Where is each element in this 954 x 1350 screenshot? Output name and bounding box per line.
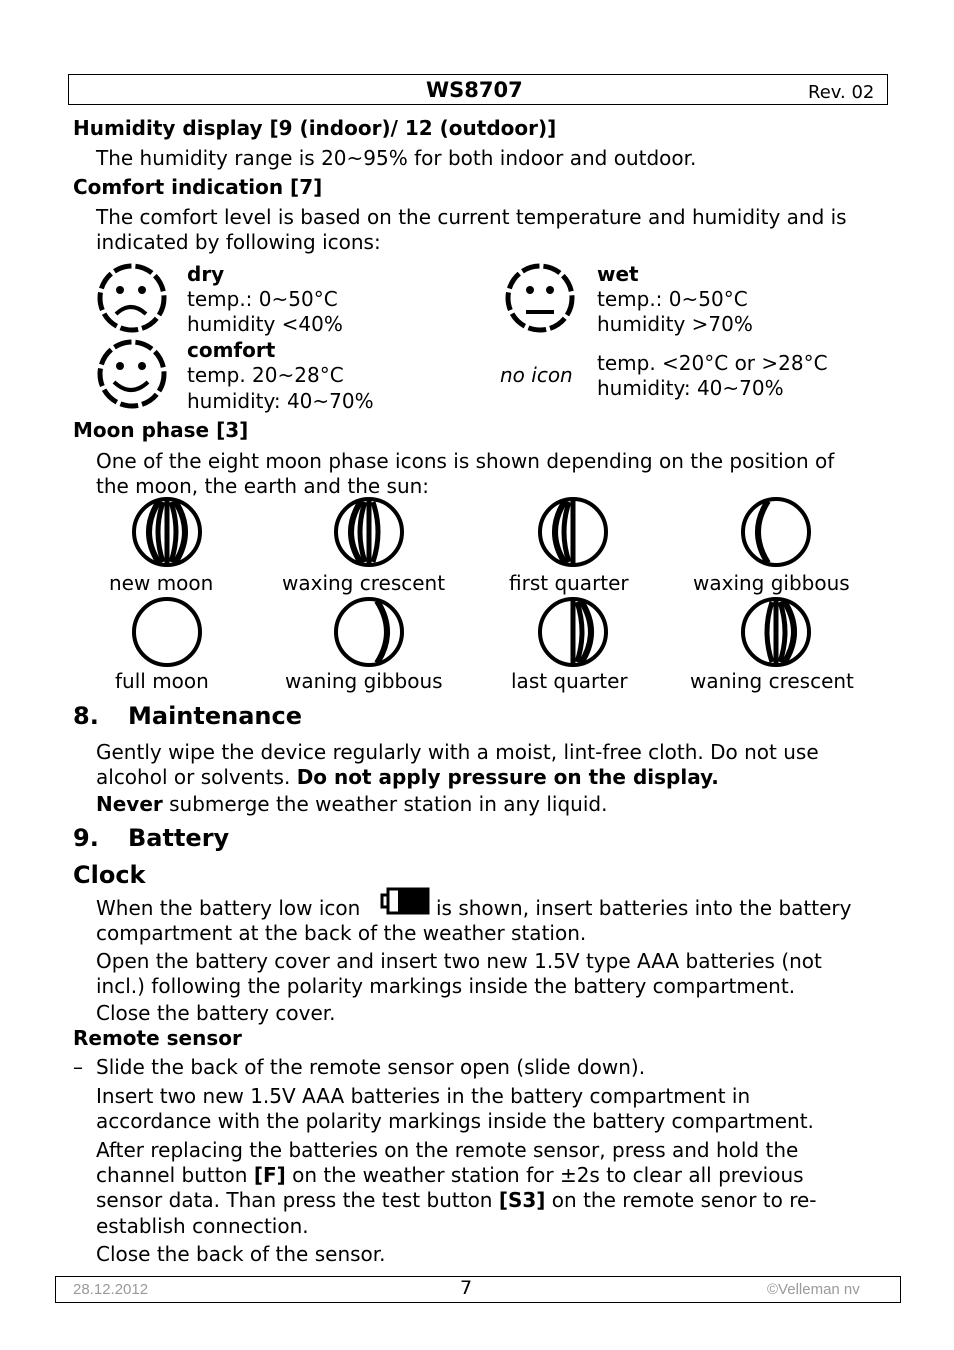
footer-copyright: ©Velleman nv: [767, 1281, 860, 1298]
remote-line1: Slide the back of the remote sensor open (slide down).: [96, 1055, 646, 1079]
moon-text-line1: One of the eight moon phase icons is shown depending on the position of: [96, 449, 835, 473]
remote-line3: accordance with the polarity markings inside the battery compartment.: [96, 1109, 814, 1133]
comfort-label: comfort: [187, 338, 276, 362]
maintenance-line2-text: alcohol or solvents.: [96, 765, 297, 789]
waxing-crescent-icon: [333, 496, 405, 568]
wet-humidity: humidity >70%: [597, 312, 753, 336]
phase-label-full-moon: full moon: [115, 669, 209, 693]
remote-line8: Close the back of the sensor.: [96, 1242, 386, 1266]
section-title-maintenance: Maintenance: [128, 702, 303, 730]
no-icon-label: no icon: [500, 363, 573, 387]
clock-line5: Close the battery cover.: [96, 1001, 336, 1025]
button-ref-f: [F]: [253, 1163, 286, 1187]
humidity-heading: Humidity display [9 (indoor)/ 12 (outdoor)]: [73, 116, 557, 140]
clock-line3: Open the battery cover and insert two new 1.5V type AAA batteries (not: [96, 949, 822, 973]
phase-label-first-quarter: first quarter: [509, 571, 629, 595]
remote-line4: After replacing the batteries on the remote sensor, press and hold the: [96, 1138, 799, 1162]
noicon-humidity: humidity: 40~70%: [597, 376, 784, 400]
moon-text-line2: the moon, the earth and the sun:: [96, 474, 430, 498]
waning-crescent-icon: [740, 596, 812, 668]
remote-line5-text-a: channel button: [96, 1163, 254, 1187]
section-number-battery: 9.: [73, 824, 99, 852]
new-moon-icon: [131, 496, 203, 568]
dry-humidity: humidity <40%: [187, 312, 343, 336]
battery-low-icon: [382, 887, 430, 915]
comfort-heading: Comfort indication [7]: [73, 175, 323, 199]
full-moon-icon: [131, 596, 203, 668]
comfort-humidity: humidity: 40~70%: [187, 389, 374, 413]
section-title-battery: Battery: [128, 824, 230, 852]
remote-line6-text-c: on the remote senor to re-: [545, 1188, 817, 1212]
phase-label-waning-gibbous: waning gibbous: [285, 669, 443, 693]
phase-label-waxing-gibbous: waxing gibbous: [693, 571, 850, 595]
remote-line5-text-c: on the weather station for ±2s to clear all previous: [285, 1163, 804, 1187]
first-quarter-icon: [537, 496, 609, 568]
comfort-text-line2: indicated by following icons:: [96, 230, 381, 254]
footer-date: 28.12.2012: [73, 1281, 149, 1298]
wet-face-icon: [504, 262, 576, 334]
humidity-text: The humidity range is 20~95% for both indoor and outdoor.: [96, 146, 697, 170]
remote-line2: Insert two new 1.5V AAA batteries in the battery compartment in: [96, 1084, 751, 1108]
clock-line4: incl.) following the polarity markings inside the battery compartment.: [96, 974, 796, 998]
wet-label: wet: [597, 262, 639, 286]
footer-page-number: 7: [460, 1277, 473, 1299]
header-model: WS8707: [426, 78, 523, 102]
wet-temp: temp.: 0~50°C: [597, 287, 748, 311]
maintenance-never: Never: [96, 792, 163, 816]
last-quarter-icon: [537, 596, 609, 668]
phase-label-last-quarter: last quarter: [511, 669, 628, 693]
list-dash: –: [73, 1055, 83, 1079]
phase-label-new-moon: new moon: [109, 571, 214, 595]
dry-temp: temp.: 0~50°C: [187, 287, 338, 311]
remote-line5: [96, 1163, 804, 1188]
maintenance-line3: [96, 792, 607, 817]
noicon-temp: temp. <20°C or >28°C: [597, 351, 828, 375]
dry-label: dry: [187, 262, 225, 286]
dry-face-icon: [96, 262, 168, 334]
comfort-face-icon: [96, 338, 168, 410]
moon-heading: Moon phase [3]: [73, 418, 249, 442]
remote-sensor-heading: Remote sensor: [73, 1026, 242, 1050]
clock-line2: compartment at the back of the weather station.: [96, 921, 587, 945]
remote-line6-text-a: sensor data. Than press the test button: [96, 1188, 499, 1212]
comfort-text-line1: The comfort level is based on the current temperature and humidity and is: [96, 205, 847, 229]
remote-line7: establish connection.: [96, 1214, 309, 1238]
waxing-gibbous-icon: [740, 496, 812, 568]
maintenance-line2: [96, 765, 719, 790]
phase-label-waning-crescent: waning crescent: [690, 669, 854, 693]
comfort-temp: temp. 20~28°C: [187, 363, 344, 387]
header-revision: Rev. 02: [808, 82, 875, 103]
clock-heading: Clock: [73, 861, 146, 889]
button-ref-s3: [S3]: [498, 1188, 546, 1212]
phase-label-waxing-crescent: waxing crescent: [282, 571, 446, 595]
maintenance-line3-text: submerge the weather station in any liquid.: [162, 792, 608, 816]
clock-line1a: When the battery low icon: [96, 896, 361, 920]
waning-gibbous-icon: [333, 596, 405, 668]
remote-line6: [96, 1188, 817, 1213]
maintenance-warning: Do not apply pressure on the display.: [296, 765, 719, 789]
section-number-maintenance: 8.: [73, 702, 99, 730]
clock-line1b: is shown, insert batteries into the battery: [436, 896, 852, 920]
maintenance-line1: Gently wipe the device regularly with a moist, lint-free cloth. Do not use: [96, 740, 819, 764]
